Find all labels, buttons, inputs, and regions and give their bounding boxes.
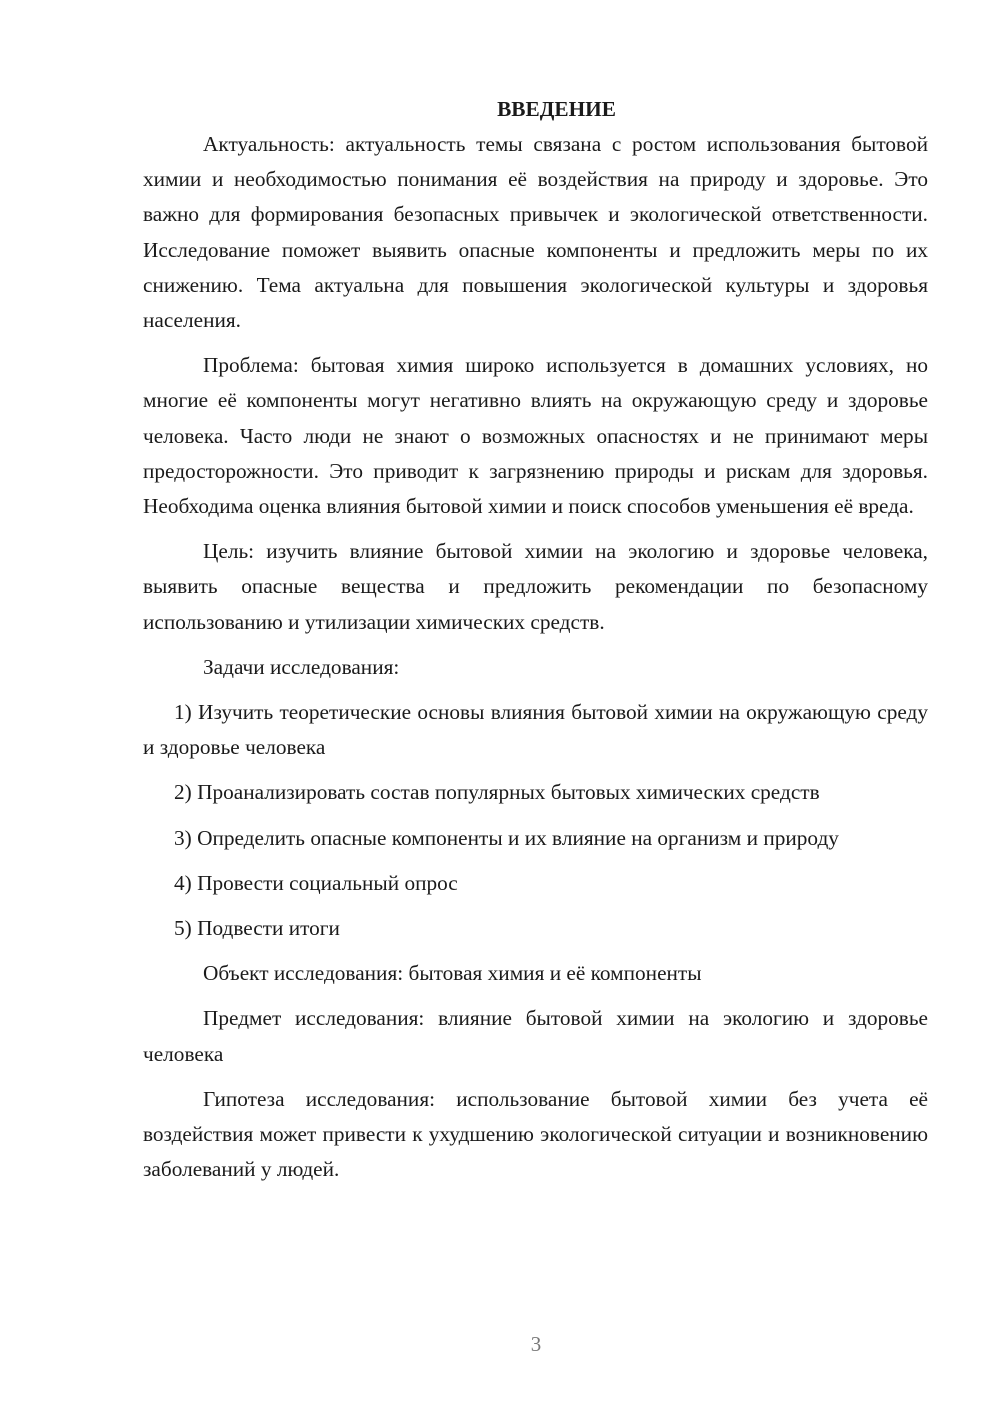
problem-paragraph: Проблема: бытовая химия широко используется в домашних условиях, но многие её компоненты могут негативно влиять на окружающую среду и здоровье человека. Часто люди не знают о возможных опасностях и не принимают меры предосторожности. Это приводит к загрязнению природы и рискам для здоровья. Необходима оценка влияния бытовой химии и поиск способов уменьшения её вреда. bbox=[143, 353, 928, 519]
hypothesis-paragraph: Гипотеза исследования: использование бытовой химии без учета её воздействия может привести к ухудшению экологической ситуации и возникновению заболеваний у людей. bbox=[143, 1086, 928, 1182]
section-title: ВВЕДЕНИЕ bbox=[497, 97, 616, 121]
document-page bbox=[143, 92, 928, 1187]
task-item: 2) Проанализировать состав популярных бытовых химических средств bbox=[174, 780, 820, 805]
tasks-heading: Задачи исследования: bbox=[203, 654, 400, 679]
object-paragraph: Объект исследования: бытовая химия и её компоненты bbox=[203, 961, 702, 986]
task-item: 4) Провести социальный опрос bbox=[174, 870, 458, 895]
task-item: 3) Определить опасные компоненты и их влияние на организм и природу bbox=[174, 825, 839, 850]
task-item: 1) Изучить теоретические основы влияния бытовой химии на окружающую среду и здоровье человека bbox=[143, 700, 928, 760]
task-item: 5) Подвести итоги bbox=[174, 916, 340, 941]
page-number: 3 bbox=[530, 1332, 542, 1356]
subject-paragraph: Предмет исследования: влияние бытовой химии на экологию и здоровье человека bbox=[143, 1006, 928, 1066]
relevance-paragraph: Актуальность: актуальность темы связана с ростом использования бытовой химии и необходимостью понимания её воздействия на природу и здоровье. Это важно для формирования безопасных привычек и экологической ответственности. Исследование поможет выявить опасные компоненты и предложить меры по их снижению. Тема актуальна для повышения экологической культуры и здоровья населения. bbox=[143, 132, 928, 333]
goal-paragraph: Цель: изучить влияние бытовой химии на экологию и здоровье человека, выявить опасные вещества и предложить рекомендации по безопасному использованию и утилизации химических средств. bbox=[143, 539, 928, 634]
